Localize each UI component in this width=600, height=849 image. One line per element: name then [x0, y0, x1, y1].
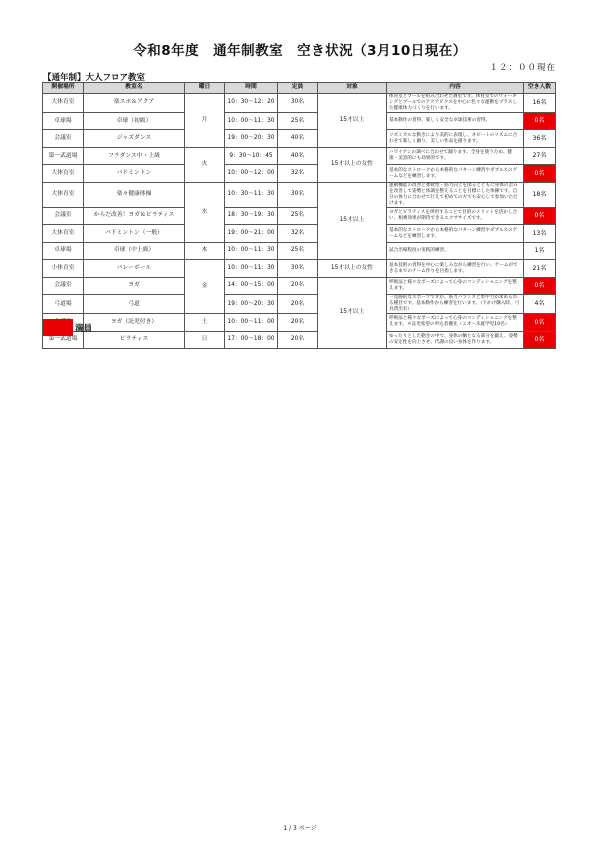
- vacancy-cell: 13名: [524, 225, 556, 243]
- place-cell: 大体育室: [43, 182, 84, 207]
- capacity-cell: 25名: [278, 112, 318, 130]
- column-header: 時間: [225, 83, 278, 94]
- time-cell: 17：00～18：00: [225, 331, 278, 349]
- day-cell: 火: [185, 147, 225, 182]
- place-cell: 会議室: [43, 207, 84, 225]
- class-name-cell: バレーボール: [84, 260, 185, 278]
- time-cell: 10：30～11：30: [225, 182, 278, 207]
- capacity-cell: 25名: [278, 242, 318, 260]
- content-cell: ゆったりとした動きの中で、身体の軸となる部分を鍛え、姿勢の安定性を向上させ、代謝の良い身体を作ります。: [387, 331, 524, 349]
- capacity-cell: 20名: [278, 331, 318, 349]
- table-row: [43, 165, 556, 183]
- day-cell: 金: [185, 260, 225, 314]
- capacity-cell: 30名: [278, 94, 318, 113]
- page-number: 1 / 3 ページ: [283, 825, 317, 832]
- as-of-time: １２：００現在: [489, 63, 556, 73]
- column-header: 内容: [387, 83, 524, 94]
- day-cell: 月: [185, 94, 225, 148]
- capacity-cell: 40名: [278, 147, 318, 165]
- place-cell: 卓球場: [43, 112, 84, 130]
- vacancy-cell: 0名: [524, 165, 556, 183]
- table-row: [43, 225, 556, 243]
- vacancy-cell: 18名: [524, 182, 556, 207]
- vacancy-cell: 0名: [524, 331, 556, 349]
- time-cell: 10：30～12：20: [225, 94, 278, 113]
- capacity-cell: 40名: [278, 130, 318, 148]
- column-header: 開催場所: [43, 83, 84, 94]
- day-cell: 木: [185, 242, 225, 260]
- class-name-cell: バドミントン: [84, 165, 185, 183]
- class-name-cell: 卓球（中上級）: [84, 242, 185, 260]
- table-row: [43, 295, 556, 314]
- day-cell: 水: [185, 182, 225, 242]
- column-header: 教室名: [84, 83, 185, 94]
- content-cell: 基本動作の習得、楽しく安全な卓球技術の習得。: [387, 112, 524, 130]
- table-row: [43, 260, 556, 278]
- content-cell: ヨガとピラティスを併用することで目的のメリットを活かし合い、相乗効果が期待できるエクササイズです。: [387, 207, 524, 225]
- table-row: [43, 331, 556, 349]
- vacancy-cell: 21名: [524, 260, 556, 278]
- time-cell: 14：00～15：00: [225, 277, 278, 295]
- content-cell: 一見静的なスポーツですが、筋力バランスと集中力が求められる種目です。基本動作から練習を行います。（下かけ購入時、弓具貸出有）: [387, 295, 524, 314]
- vacancy-cell: 0名: [524, 277, 556, 295]
- class-name-cell: ヨガ: [84, 277, 185, 295]
- vacancy-cell: 0名: [524, 314, 556, 332]
- capacity-cell: 30名: [278, 182, 318, 207]
- full-legend-swatch: [43, 319, 73, 336]
- table-row: [43, 112, 556, 130]
- target-cell: 15才以上の女性: [318, 260, 387, 278]
- column-header: 曜日: [185, 83, 225, 94]
- class-name-cell: 楽スポ＆アクア: [84, 94, 185, 113]
- content-cell: 呼吸法と様々なポーズによって心身のコンディショニングを整えます。＊託児希望の申込者優先（２才～未就学児10名）: [387, 314, 524, 332]
- class-name-cell: ジャズダンス: [84, 130, 185, 148]
- table-row: [43, 314, 556, 332]
- vacancy-cell: 1名: [524, 242, 556, 260]
- content-cell: リズミカルな動きにより美的に表現し、ネビートのリズムに合わせて楽しく踊り、美しい作品を創ります。: [387, 130, 524, 148]
- table-row: [43, 182, 556, 207]
- table-row: [43, 207, 556, 225]
- schedule-table: [42, 82, 556, 349]
- capacity-cell: 32名: [278, 165, 318, 183]
- content-cell: 体育室とプールを組み合わせた教室です。体育室でのウォーキングとプールでのアクアビクスを中心に色々な運動をプラスした健康体力づくりを行います。: [387, 94, 524, 113]
- column-header: 対象: [318, 83, 387, 94]
- page-title: 令和8年度 通年制教室 空き状況（3月10日現在）: [133, 43, 467, 59]
- content-cell: 試合出場程度の実践的練習。: [387, 242, 524, 260]
- place-cell: 会議室: [43, 277, 84, 295]
- capacity-cell: 20名: [278, 314, 318, 332]
- day-cell: 土: [185, 314, 225, 332]
- place-cell: 第一武道場: [43, 331, 84, 349]
- table-row: [43, 130, 556, 148]
- content-cell: 運動機能の改善と柔軟性・筋力向上を図るとともに身体の歪みを改善して姿勢と体調を整えることを目標にした体操です。自分の体力に合わせて行えて初めての方でも安心して参加いただけます。: [387, 182, 524, 207]
- column-header: 定員: [278, 83, 318, 94]
- capacity-cell: 30名: [278, 260, 318, 278]
- target-cell: 15才以上: [318, 182, 387, 259]
- time-cell: 19：00～20：30: [225, 295, 278, 314]
- capacity-cell: 32名: [278, 225, 318, 243]
- target-cell: 15才以上: [318, 277, 387, 348]
- capacity-cell: 20名: [278, 277, 318, 295]
- content-cell: ハワイアンの調べに合わせて踊ります。全身を使うため、健康・美容的にも効果的です。: [387, 147, 524, 165]
- content-cell: 基本的なストロークから本格的なパターン練習やダブルスのゲームなどを練習します。: [387, 225, 524, 243]
- target-cell: 15才以上: [318, 94, 387, 148]
- place-cell: 卓球場: [43, 242, 84, 260]
- legend: [43, 319, 92, 336]
- time-cell: 10：00～11：30: [225, 242, 278, 260]
- vacancy-cell: 27名: [524, 147, 556, 165]
- vacancy-cell: 36名: [524, 130, 556, 148]
- time-cell: 9：30～10：45: [225, 147, 278, 165]
- vacancy-cell: 0名: [524, 207, 556, 225]
- vacancy-cell: 16名: [524, 94, 556, 113]
- time-cell: 10：00～11：00: [225, 314, 278, 332]
- table-header-row: [43, 83, 556, 94]
- place-cell: 大体育室: [43, 165, 84, 183]
- target-cell: 15才以上の女性: [318, 147, 387, 182]
- content-cell: 呼吸法と様々なポーズによって心身のコンディショニングを整えます。: [387, 277, 524, 295]
- capacity-cell: 20名: [278, 295, 318, 314]
- section-title: 【通年制】大人フロア教室: [43, 73, 146, 83]
- class-name-cell: からだ改善！ヨガ＆ピラティス: [84, 207, 185, 225]
- time-cell: 19：00～21：00: [225, 225, 278, 243]
- day-cell: 日: [185, 331, 225, 349]
- vacancy-cell: 4名: [524, 295, 556, 314]
- vacancy-cell: 0名: [524, 112, 556, 130]
- time-cell: 10：00～12：00: [225, 165, 278, 183]
- class-name-cell: 弓道: [84, 295, 185, 314]
- table-row: [43, 94, 556, 113]
- time-cell: 10：00～11：30: [225, 260, 278, 278]
- class-name-cell: 卓球（初級）: [84, 112, 185, 130]
- class-name-cell: フラダンス中・上級: [84, 147, 185, 165]
- place-cell: 会議室: [43, 130, 84, 148]
- full-legend-label: 満員: [75, 323, 93, 334]
- content-cell: 基本的なストロークから本格的なパターン練習やダブルスのゲームなどを練習します。: [387, 165, 524, 183]
- class-name-cell: 楽々健康体操: [84, 182, 185, 207]
- content-cell: 基本技術の習得を中心に楽しみながら練習を行い、ゲームができるまでのチーム作りを目指します。: [387, 260, 524, 278]
- time-cell: 18：30～19：30: [225, 207, 278, 225]
- time-cell: 10：00～11：30: [225, 112, 278, 130]
- table-row: [43, 277, 556, 295]
- column-header: 空き人数: [524, 83, 556, 94]
- class-name-cell: ピラティス: [84, 331, 185, 349]
- class-name-cell: ヨガ（託児付き）: [84, 314, 185, 332]
- place-cell: 弓道場: [43, 295, 84, 314]
- class-name-cell: バドミントン（一般）: [84, 225, 185, 243]
- capacity-cell: 25名: [278, 207, 318, 225]
- place-cell: 小体育室: [43, 260, 84, 278]
- place-cell: 第一武道場: [43, 147, 84, 165]
- time-cell: 19：00～20：30: [225, 130, 278, 148]
- table-row: [43, 242, 556, 260]
- place-cell: 大体育室: [43, 94, 84, 113]
- place-cell: 大体育室: [43, 225, 84, 243]
- table-row: [43, 147, 556, 165]
